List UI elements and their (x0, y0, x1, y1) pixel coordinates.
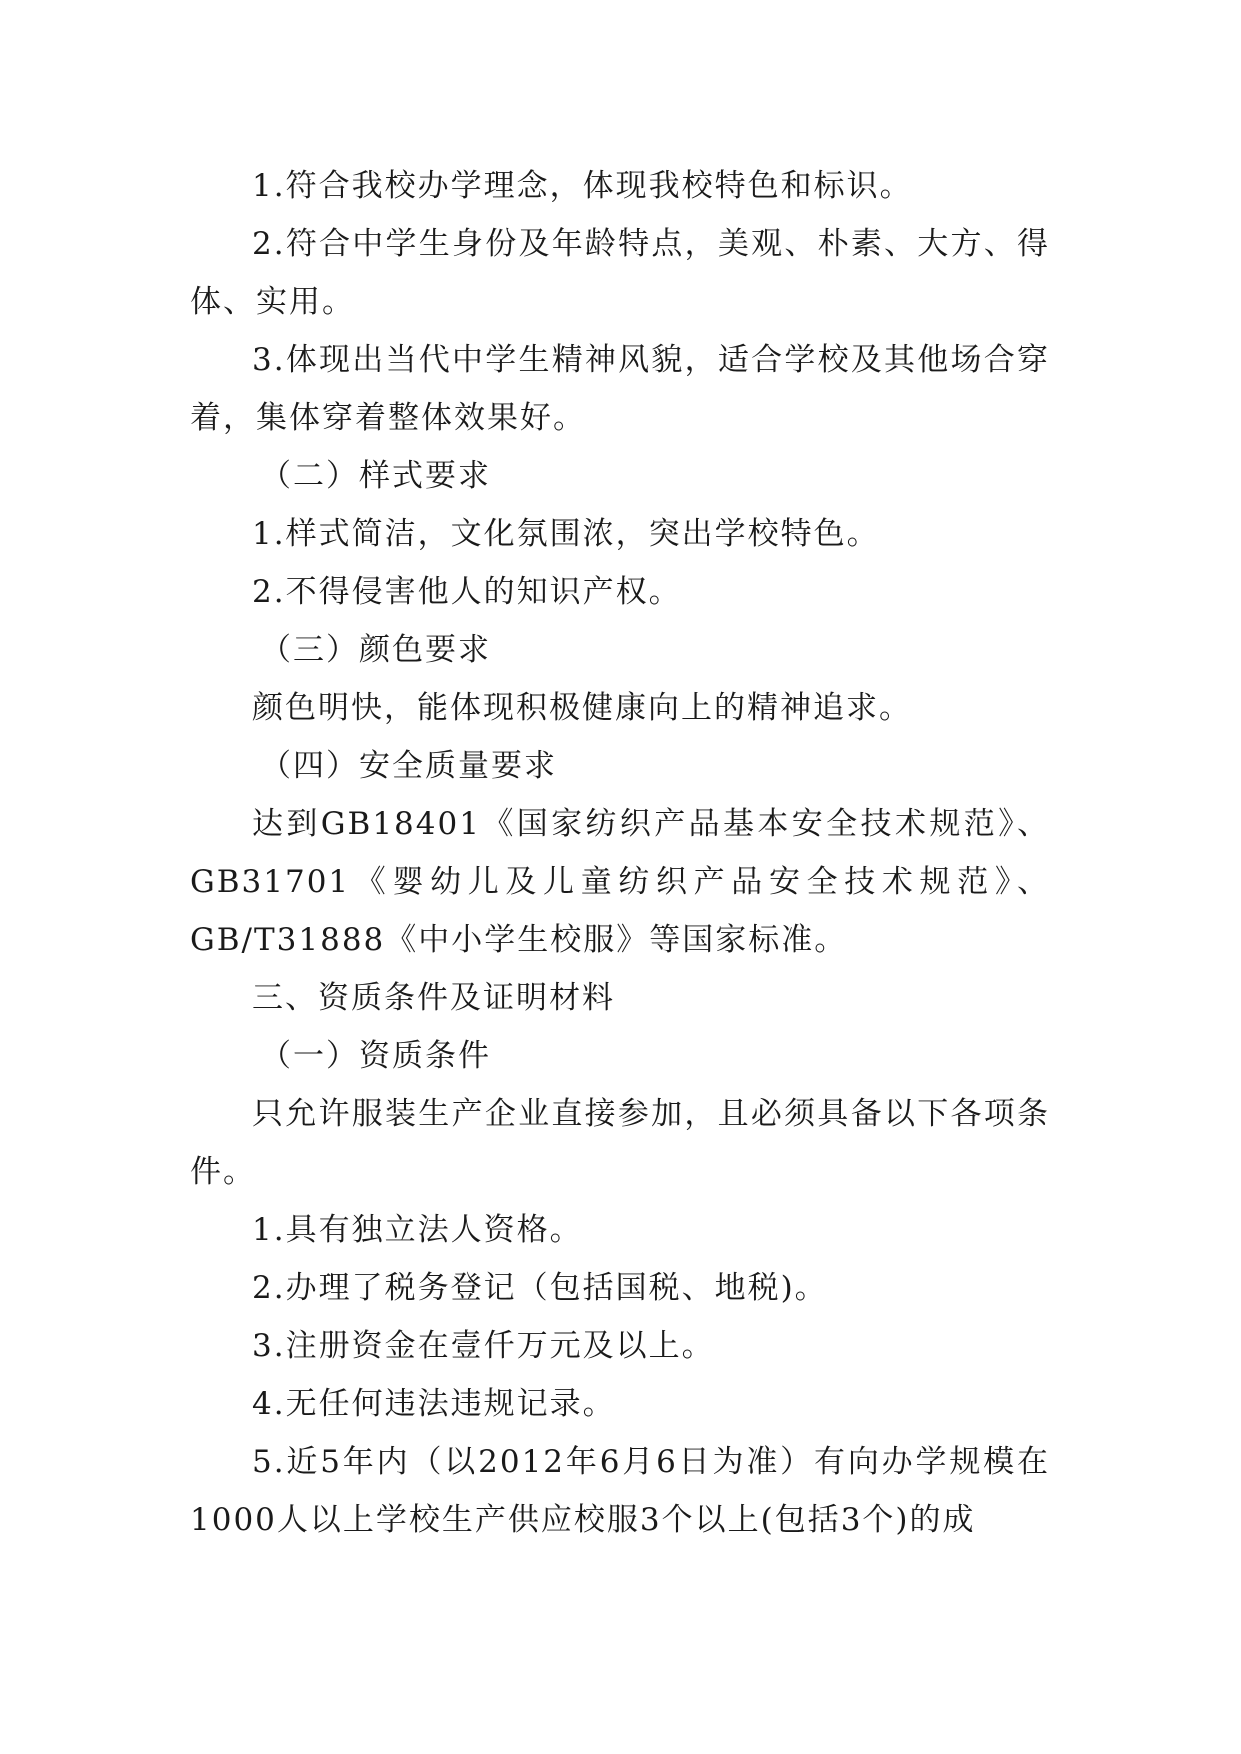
section-subheading: （四）安全质量要求 (260, 748, 557, 784)
section-heading: 三、资质条件及证明材料 (252, 980, 615, 1016)
list-item: 4.无任何违法违规记录。 (252, 1386, 616, 1422)
paragraph: 达到GB18401《国家纺织产品基本安全技术规范》、GB31701《婴幼儿及儿童纺织产品安全技术规范》、GB/T31888《中小学生校服》等国家标准。 (190, 806, 1050, 958)
list-item: 2.办理了税务登记（包括国税、地税)。 (252, 1270, 828, 1306)
list-item: 2.不得侵害他人的知识产权。 (252, 574, 682, 610)
list-item: 1.样式简洁，文化氛围浓，突出学校特色。 (252, 516, 880, 552)
section-subheading: （一）资质条件 (260, 1038, 491, 1074)
paragraph: 颜色明快，能体现积极健康向上的精神追求。 (252, 690, 912, 726)
paragraph: 只允许服装生产企业直接参加，且必须具备以下各项条件。 (190, 1096, 1050, 1190)
list-item: 2.符合中学生身份及年龄特点，美观、朴素、大方、得体、实用。 (190, 226, 1050, 320)
list-item: 3.注册资金在壹仟万元及以上。 (252, 1328, 715, 1364)
section-subheading: （三）颜色要求 (260, 632, 491, 668)
section-subheading: （二）样式要求 (260, 458, 491, 494)
list-item: 1.符合我校办学理念，体现我校特色和标识。 (252, 168, 913, 204)
list-item: 3.体现出当代中学生精神风貌，适合学校及其他场合穿着，集体穿着整体效果好。 (190, 342, 1050, 436)
document-body (190, 157, 1050, 1549)
list-item: 5.近5年内（以2012年6月6日为准）有向办学规模在1000人以上学校生产供应校服3个以上(包括3个)的成 (190, 1444, 1050, 1538)
list-item: 1.具有独立法人资格。 (252, 1212, 583, 1248)
